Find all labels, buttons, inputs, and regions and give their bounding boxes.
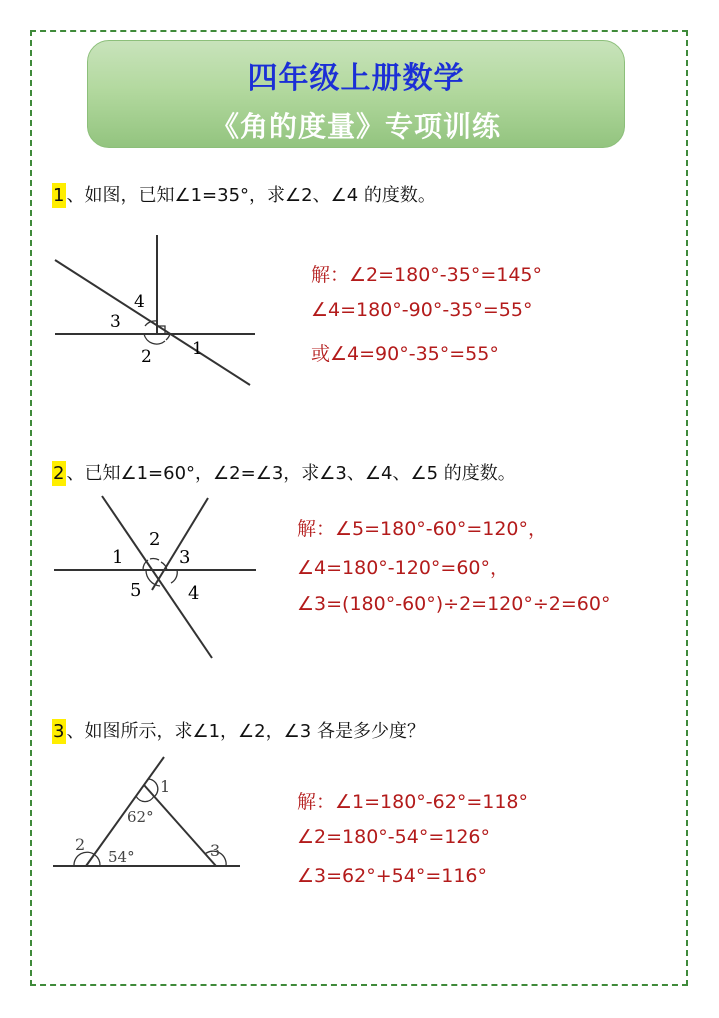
angle-arc	[95, 855, 100, 866]
title-banner	[87, 40, 625, 148]
angle-label: 62°	[127, 808, 154, 826]
answer-line: 解：∠2=180°-35°=145°	[311, 264, 543, 286]
angle-arc	[150, 559, 159, 560]
question-number: 3	[53, 721, 65, 742]
question-text: 、已知∠1=60°，∠2=∠3，求∠3、∠4、∠5 的度数。	[66, 463, 516, 484]
answer-line: ∠3=62°+54°=116°	[297, 865, 487, 887]
angle-label: 3	[110, 312, 121, 332]
angle-arc	[148, 779, 158, 796]
angle-arc	[171, 570, 177, 583]
angle-label: 1	[112, 547, 124, 568]
angle-label: 1	[192, 339, 203, 359]
angle-label: 4	[134, 292, 145, 312]
question-text: 、如图，已知∠1=35°，求∠2、∠4 的度数。	[66, 185, 436, 206]
question-text: 、如图所示，求∠1，∠2，∠3 各是多少度？	[66, 721, 425, 742]
answer-line: 解：∠5=180°-60°=120°，	[297, 518, 548, 540]
answer-line: ∠4=180°-90°-35°=55°	[311, 299, 533, 321]
angle-label: 2	[149, 529, 161, 550]
angle-label: 2	[141, 347, 152, 367]
angle-label: 2	[75, 835, 86, 854]
question-2	[52, 459, 516, 485]
answer-line: 或∠4=90°-35°=55°	[311, 343, 499, 365]
answer-line: ∠4=180°-120°=60°，	[297, 557, 510, 579]
angle-label: 3	[210, 841, 221, 860]
answer-line: 解：∠1=180°-62°=118°	[297, 791, 529, 813]
angle-label: 4	[188, 583, 200, 604]
page-title: 四年级上册数学	[247, 61, 465, 96]
figure-1	[50, 230, 265, 390]
angle-label: 5	[130, 580, 142, 601]
answer-line: ∠3=(180°-60°)÷2=120°÷2=60°	[297, 593, 611, 615]
answer-line: ∠2=180°-54°=126°	[297, 826, 491, 848]
angle-label: 3	[179, 547, 191, 568]
page-subtitle: 《角的度量》专项训练	[210, 110, 501, 143]
question-number: 2	[53, 463, 65, 484]
question-3	[52, 717, 425, 743]
angle-arc	[144, 334, 165, 344]
angle-arc	[136, 796, 154, 802]
question-1	[52, 181, 436, 207]
angle-label: 1	[160, 777, 171, 796]
figure-3	[50, 752, 265, 877]
angle-label: 54°	[108, 848, 135, 866]
question-number: 1	[53, 185, 65, 206]
figure-line	[55, 260, 250, 385]
figure-2	[50, 490, 265, 665]
